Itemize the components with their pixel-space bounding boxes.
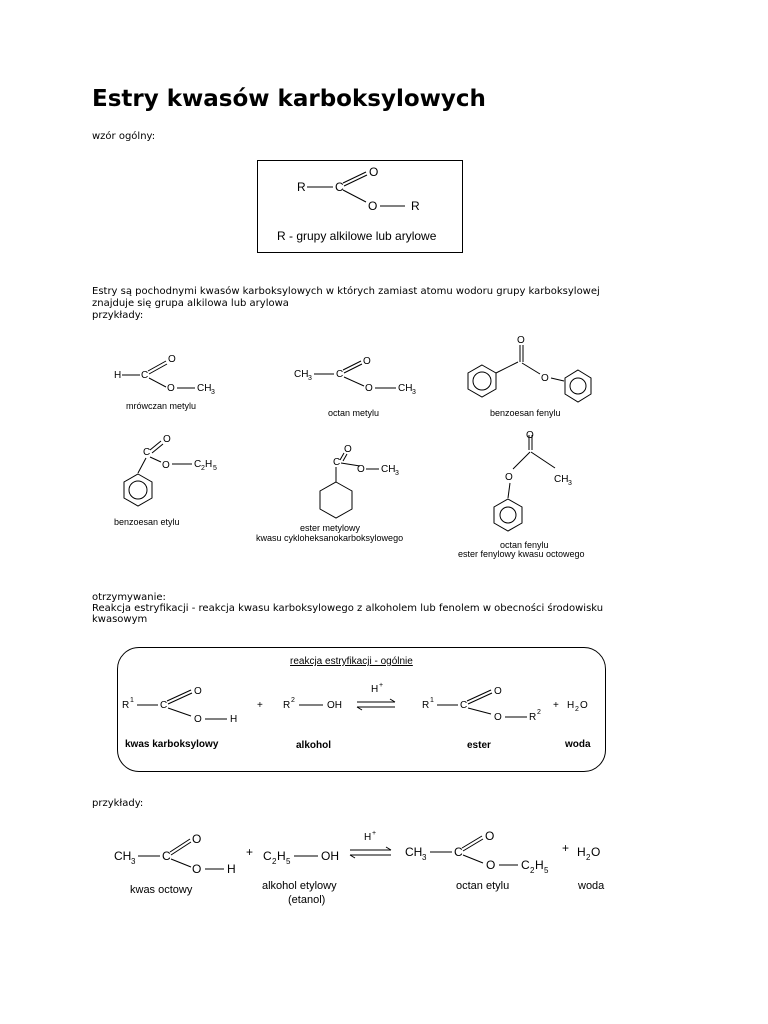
svg-text:R: R [297, 180, 306, 194]
label-ethanol-1: alkohol etylowy [262, 880, 337, 892]
phenyl-benzoate-structure [468, 335, 591, 402]
svg-text:O: O [485, 829, 495, 843]
svg-text:O: O [494, 686, 502, 697]
methyl-cyclohexanecarboxylate-structure [320, 444, 399, 518]
svg-text:H: H [577, 845, 586, 859]
svg-text:3: 3 [131, 857, 136, 866]
svg-text:H: H [277, 849, 286, 863]
svg-text:C: C [333, 457, 341, 468]
preparation-line-1: Reakcja estryfikacji - reakcja kwasu karboksylowego z alkoholem lub fenolem w obecności środowisku [92, 603, 604, 614]
svg-text:O: O [162, 460, 170, 471]
svg-text:H: H [364, 832, 372, 843]
label-water-2: woda [578, 880, 605, 892]
svg-text:H: H [567, 700, 575, 711]
svg-text:CH: CH [114, 849, 132, 863]
svg-text:5: 5 [286, 857, 291, 866]
svg-text:3: 3 [211, 389, 215, 396]
svg-text:O: O [344, 444, 352, 455]
example-reaction-structures [114, 829, 600, 876]
svg-text:H: H [230, 714, 238, 725]
svg-text:O: O [505, 472, 513, 483]
svg-text:+: + [553, 700, 559, 711]
svg-text:O: O [369, 165, 379, 179]
svg-text:2: 2 [575, 706, 579, 713]
svg-text:O: O [526, 430, 534, 441]
svg-text:C: C [141, 370, 149, 381]
page-title: Estry kwasów karboksylowych [92, 86, 486, 112]
svg-text:3: 3 [395, 470, 399, 477]
label-carboxylic-acid: kwas karboksylowy [125, 739, 219, 750]
svg-text:C: C [160, 700, 168, 711]
svg-text:C: C [521, 858, 530, 872]
svg-text:O: O [192, 832, 202, 846]
svg-text:OH: OH [321, 849, 339, 863]
svg-text:O: O [194, 686, 202, 697]
svg-text:R: R [529, 712, 537, 723]
svg-text:3: 3 [412, 389, 416, 396]
ethyl-benzoate-structure [124, 434, 217, 506]
general-reaction-structures [122, 682, 588, 725]
svg-text:2: 2 [530, 866, 535, 875]
svg-text:2: 2 [291, 697, 295, 704]
svg-text:5: 5 [544, 866, 549, 875]
r-groups-note: R - grupy alkilowe lub arylowe [277, 229, 437, 243]
caption-methyl-formate: mrówczan metylu [126, 401, 197, 411]
svg-text:R: R [122, 700, 130, 711]
svg-text:O: O [168, 354, 176, 365]
caption-cyclohexyl-2: kwasu cykloheksanokarboksylowego [256, 533, 404, 543]
definition-line-1: Estry są pochodnymi kwasów karboksylowych w których zamiast atomu wodoru grupy karboksylowej [92, 286, 600, 297]
svg-text:+: + [379, 682, 384, 689]
label-ethanol-2: (etanol) [288, 894, 326, 906]
svg-text:1: 1 [430, 697, 434, 704]
svg-text:2: 2 [537, 709, 541, 716]
svg-text:R: R [422, 700, 430, 711]
svg-text:C: C [454, 845, 463, 859]
svg-text:H: H [535, 858, 544, 872]
svg-text:O: O [368, 199, 378, 213]
preparation-heading: otrzymywanie: [92, 592, 166, 603]
svg-text:CH: CH [554, 474, 569, 485]
label-acetic-acid: kwas octowy [130, 884, 193, 896]
general-reaction-heading: reakcja estryfikacji - ogólnie [290, 656, 413, 667]
general-ester-structure [297, 165, 420, 213]
caption-ethyl-benzoate: benzoesan etylu [114, 517, 180, 527]
svg-text:+: + [562, 841, 570, 855]
svg-text:O: O [194, 714, 202, 725]
svg-text:R: R [283, 700, 291, 711]
examples2-heading: przykłady: [92, 798, 144, 809]
caption-phenyl-acetate-2: ester fenylowy kwasu octowego [458, 549, 585, 559]
svg-text:C: C [336, 369, 344, 380]
svg-text:H: H [114, 370, 122, 381]
label-water: woda [565, 739, 591, 750]
caption-cyclohexyl-1: ester metylowy [300, 523, 361, 533]
svg-text:O: O [167, 383, 175, 394]
svg-text:O: O [365, 383, 373, 394]
svg-text:2: 2 [586, 853, 591, 862]
svg-text:C: C [335, 180, 344, 194]
svg-text:3: 3 [568, 480, 572, 487]
caption-phenyl-benzoate: benzoesan fenylu [490, 408, 561, 418]
definition-line-2: znajduje się grupa alkilowa lub arylowa [92, 298, 289, 309]
svg-text:O: O [486, 858, 496, 872]
svg-text:1: 1 [130, 697, 134, 704]
svg-text:CH: CH [197, 383, 212, 394]
svg-text:+: + [372, 830, 377, 837]
svg-text:H: H [227, 862, 236, 876]
svg-text:O: O [541, 373, 549, 384]
svg-text:H: H [205, 459, 213, 470]
svg-text:O: O [494, 712, 502, 723]
svg-text:+: + [257, 700, 263, 711]
methyl-acetate-structure [294, 356, 416, 396]
svg-text:H: H [371, 684, 379, 695]
caption-methyl-acetate: octan metylu [328, 408, 380, 418]
preparation-line-2: kwasowym [92, 614, 148, 625]
svg-text:O: O [517, 335, 525, 346]
label-ethyl-acetate: octan etylu [456, 880, 510, 892]
svg-text:C: C [460, 700, 468, 711]
svg-text:O: O [192, 862, 202, 876]
svg-text:C: C [263, 849, 272, 863]
svg-text:OH: OH [327, 700, 342, 711]
svg-text:CH: CH [405, 845, 423, 859]
examples-heading: przykłady: [92, 310, 144, 321]
svg-text:2: 2 [201, 465, 205, 472]
svg-text:3: 3 [308, 375, 312, 382]
svg-text:CH: CH [398, 383, 413, 394]
general-formula-label: wzór ogólny: [92, 131, 156, 142]
caption-phenyl-acetate-1: octan fenylu [500, 540, 549, 550]
svg-text:C: C [162, 849, 171, 863]
svg-text:5: 5 [213, 465, 217, 472]
svg-text:3: 3 [422, 853, 427, 862]
svg-text:O: O [163, 434, 171, 445]
methyl-formate-structure [114, 354, 215, 396]
svg-text:+: + [246, 845, 254, 859]
svg-text:O: O [580, 700, 588, 711]
label-alcohol: alkohol [296, 740, 332, 751]
svg-text:C: C [194, 459, 202, 470]
label-ester: ester [467, 740, 491, 751]
svg-text:CH: CH [381, 464, 396, 475]
svg-text:O: O [591, 845, 601, 859]
phenyl-acetate-structure [494, 430, 572, 531]
svg-text:O: O [363, 356, 371, 367]
svg-text:R: R [411, 199, 420, 213]
svg-text:2: 2 [272, 857, 277, 866]
svg-text:C: C [143, 447, 151, 458]
svg-text:CH: CH [294, 369, 309, 380]
svg-text:O: O [357, 464, 365, 475]
